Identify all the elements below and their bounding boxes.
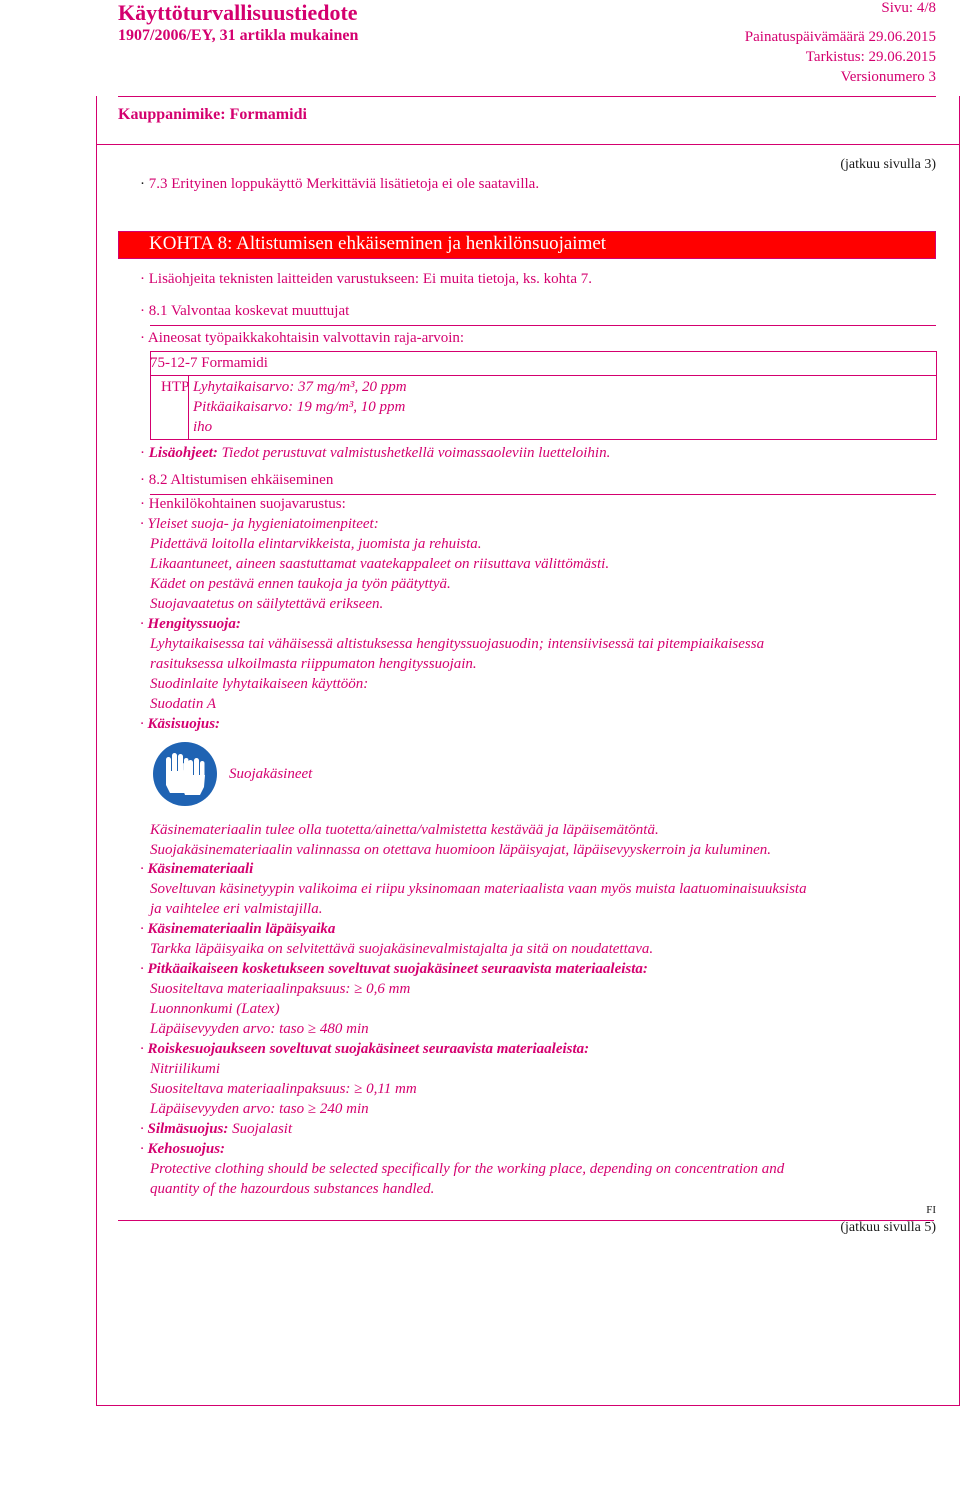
hand-line-1: Käsinemateriaalin tulee olla tuotetta/ainetta/valmistetta kestävää ja läpäisemätöntä. <box>150 822 659 838</box>
trade-name: Kauppanimike: Formamidi <box>118 106 307 123</box>
splash-line-3: Läpäisevyyden arvo: taso ≥ 240 min <box>150 1101 369 1117</box>
section-8-2-rule <box>150 494 936 495</box>
glove-material-label: Käsinemateriaali <box>147 861 254 877</box>
section-8-1-rule <box>150 325 936 326</box>
section-8-1: · 8.1 Valvontaa koskevat muuttujat <box>140 303 350 319</box>
lisaohjeet-label: Lisäohjeet: <box>148 445 218 461</box>
table-value-long: Pitkäaikaisarvo: 19 mg/m³, 10 ppm <box>193 399 406 415</box>
section-8-1-label: 8.1 Valvontaa koskevat muuttujat <box>148 303 350 319</box>
general-measure-3: Kädet on pestävä ennen taukoja ja työn päätyttyä. <box>150 576 451 592</box>
long-term-gloves-label: Pitkäaikaiseen kosketukseen soveltuvat suojakäsineet seuraavista materiaaleista: <box>147 961 648 977</box>
respiratory-line-1: Lyhytaikaisessa tai vähäisessä altistuksessa hengityssuojasuodin; intensiivisessä tai pitempiaikaisessa <box>150 636 765 652</box>
section-7-3-text: Merkittäviä lisätietoja ei ole saatavilla. <box>306 176 540 192</box>
penetration-label: Käsinemateriaalin läpäisyaika <box>147 921 336 937</box>
eye-protection-label: Silmäsuojus: <box>147 1121 229 1137</box>
long-term-line-1: Suositeltava materiaalinpaksuus: ≥ 0,6 mm <box>150 981 411 997</box>
ingredients-label: Aineosat työpaikkakohtaisin valvottavin raja-arvoin: <box>147 330 465 346</box>
revision-date: Tarkistus: 29.06.2015 <box>805 49 936 65</box>
general-measure-4: Suojavaatetus on säilytettävä erikseen. <box>150 596 384 612</box>
penetration-heading: · Käsinemateriaalin läpäisyaika <box>140 921 336 937</box>
lisaohjeet-text: Tiedot perustuvat valmistushetkellä voimassaoleviin luetteloihin. <box>221 445 611 461</box>
table-value-skin: iho <box>193 419 213 435</box>
penetration-text: Tarkka läpäisyaika on selvitettävä suojakäsinevalmistajalta ja sitä on noudatettava. <box>150 941 654 957</box>
eye-protection-text: Suojalasit <box>232 1121 293 1137</box>
version-number: Versionumero 3 <box>840 69 936 85</box>
footer-rule <box>118 1220 934 1221</box>
table-value-short: Lyhytaikaisarvo: 37 mg/m³, 20 ppm <box>193 379 407 395</box>
page-number: Sivu: 4/8 <box>881 0 936 16</box>
document-title: Käyttöturvallisuustiedote <box>118 0 358 25</box>
ppe-label: Henkilökohtainen suojavarustus: <box>148 496 346 512</box>
eye-protection: · Silmäsuojus: Suojalasit <box>140 1121 293 1137</box>
regulation-subtitle: 1907/2006/EY, 31 artikla mukainen <box>118 27 359 44</box>
lisaohjeet: · Lisäohjeet: Tiedot perustuvat valmistushetkellä voimassaoleviin luetteloihin. <box>140 445 611 461</box>
continued-to: (jatkuu sivulla 5) <box>840 1220 936 1235</box>
long-term-line-3: Läpäisevyyden arvo: taso ≥ 480 min <box>150 1021 369 1037</box>
additional-info-text: Ei muita tietoja, ks. kohta 7. <box>422 271 592 287</box>
respiratory-line-3: Suodinlaite lyhytaikaiseen käyttöön: <box>150 676 369 692</box>
protective-gloves-icon <box>152 741 218 807</box>
hand-line-2: Suojakäsinemateriaalin valinnassa on otettava huomioon läpäisyajat, läpäisevyyskerroin ja kuluminen. <box>150 842 772 858</box>
splash-line-2: Suositeltava materiaalinpaksuus: ≥ 0,11 mm <box>150 1081 417 1097</box>
long-term-gloves-heading: · Pitkäaikaiseen kosketukseen soveltuvat suojakäsineet seuraavista materiaaleista: <box>140 961 648 977</box>
glove-material-line-1: Soveltuvan käsinetyypin valikoima ei riipu yksinomaan materiaalista vaan myös muista laatuominaisuuksista <box>150 881 807 897</box>
body-protection-line-2: quantity of the hazourdous substances handled. <box>150 1181 435 1197</box>
general-measure-2: Likaantuneet, aineen saastuttamat vaatekappaleet on riisuttava välittömästi. <box>150 556 610 572</box>
glove-material-heading: · Käsinemateriaali <box>140 861 254 877</box>
respiratory-line-2: rasituksessa ulkoilmasta riippumaton hengityssuojain. <box>150 656 477 672</box>
section-8-2-label: 8.2 Altistumisen ehkäiseminen <box>148 472 334 488</box>
language-code: FI <box>926 1204 936 1216</box>
additional-info: · Lisäohjeita teknisten laitteiden varustukseen: Ei muita tietoja, ks. kohta 7. <box>140 271 592 287</box>
ingredients-heading: · Aineosat työpaikkakohtaisin valvottavin raja-arvoin: <box>140 330 465 346</box>
general-measures-label: Yleiset suoja- ja hygieniatoimenpiteet: <box>147 516 379 532</box>
glove-material-line-2: ja vaihtelee eri valmistajilla. <box>150 901 323 917</box>
splash-gloves-heading: · Roiskesuojaukseen soveltuvat suojakäsineet seuraavista materiaaleista: <box>140 1041 590 1057</box>
body-protection-line-1: Protective clothing should be selected specifically for the working place, depending on concentration and <box>150 1161 785 1177</box>
section-8-header <box>118 231 936 259</box>
gloves-caption: Suojakäsineet <box>229 766 313 782</box>
table-type: HTP <box>161 379 190 395</box>
section-8-title: KOHTA 8: Altistumisen ehkäiseminen ja henkilönsuojaimet <box>149 233 607 254</box>
table-header-rule <box>150 375 936 376</box>
table-substance: 75-12-7 Formamidi <box>150 355 268 371</box>
body-protection-heading: · Kehosuojus: <box>140 1141 226 1157</box>
section-7-3-label: 7.3 Erityinen loppukäyttö <box>148 176 303 192</box>
continued-from: (jatkuu sivulla 3) <box>840 157 936 172</box>
hand-protection-heading: · Käsisuojus: <box>140 716 221 732</box>
long-term-line-2: Luonnonkumi (Latex) <box>150 1001 280 1017</box>
body-protection-label: Kehosuojus: <box>147 1141 226 1157</box>
additional-info-label: Lisäohjeita teknisten laitteiden varustukseen: <box>148 271 420 287</box>
respiratory-label: Hengityssuoja: <box>147 616 241 632</box>
splash-gloves-label: Roiskesuojaukseen soveltuvat suojakäsineet seuraavista materiaaleista: <box>147 1041 590 1057</box>
hand-protection-label: Käsisuojus: <box>147 716 221 732</box>
print-date: Painatuspäivämäärä 29.06.2015 <box>744 29 936 45</box>
respiratory-heading: · Hengityssuoja: <box>140 616 241 632</box>
respiratory-line-4: Suodatin A <box>150 696 216 712</box>
general-measure-1: Pidettävä loitolla elintarvikkeista, juomista ja rehuista. <box>150 536 482 552</box>
section-7-3: · 7.3 Erityinen loppukäyttö Merkittäviä lisätietoja ei ole saatavilla. <box>140 176 540 192</box>
splash-line-1: Nitriilikumi <box>150 1061 221 1077</box>
general-measures-heading: · Yleiset suoja- ja hygieniatoimenpiteet: <box>140 516 379 532</box>
section-8-2: · 8.2 Altistumisen ehkäiseminen <box>140 472 334 488</box>
ppe-heading: · Henkilökohtainen suojavarustus: <box>140 496 346 512</box>
